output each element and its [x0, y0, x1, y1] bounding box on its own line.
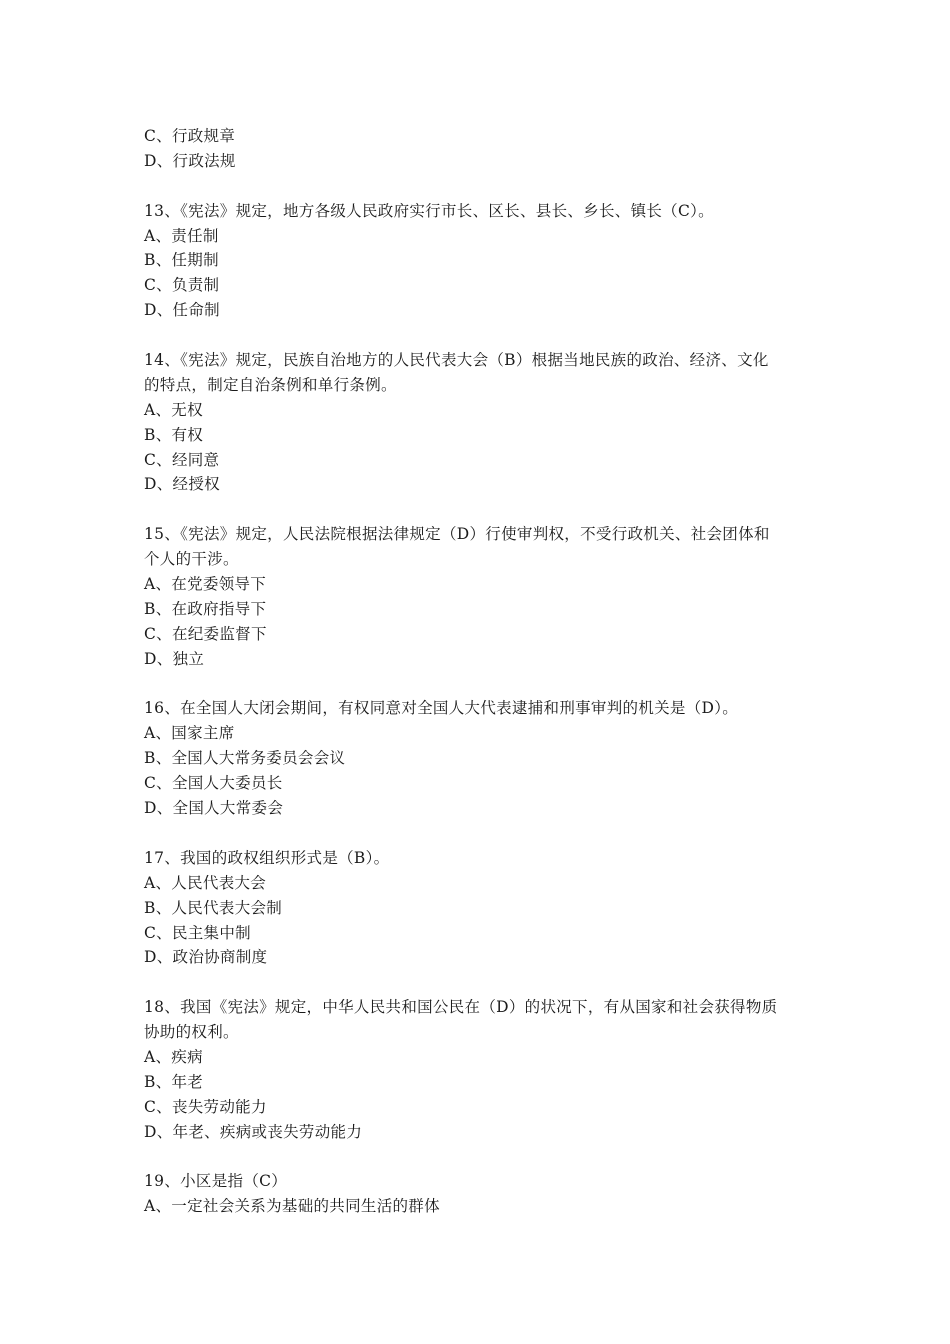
answer-option: D、行政法规	[144, 151, 236, 170]
answer-option: D、全国人大常委会	[144, 799, 284, 818]
question-block	[144, 124, 814, 174]
question-block	[144, 199, 814, 323]
question-block	[144, 522, 814, 671]
question-text: 18、我国《宪法》规定，中华人民共和国公民在（D）的状况下，有从国家和社会获得物质	[144, 998, 778, 1017]
answer-option: D、年老、疾病或丧失劳动能力	[144, 1122, 363, 1141]
answer-option: A、无权	[144, 400, 203, 419]
answer-option: D、独立	[144, 649, 205, 668]
answer-option: D、任命制	[144, 301, 220, 320]
answer-option: B、在政府指导下	[144, 599, 267, 618]
answer-option: B、人民代表大会制	[144, 898, 283, 917]
answer-option: A、在党委领导下	[144, 575, 267, 594]
answer-option: A、疾病	[144, 1047, 203, 1066]
answer-option: C、经同意	[144, 450, 220, 469]
question-text: 个人的干涉。	[144, 550, 239, 569]
answer-option: A、人民代表大会	[144, 873, 267, 892]
question-block	[144, 696, 814, 820]
answer-option: A、责任制	[144, 226, 219, 245]
answer-option: C、行政规章	[144, 127, 236, 145]
answer-option: B、任期制	[144, 251, 219, 270]
question-text: 15、《宪法》规定，人民法院根据法律规定（D）行使审判权，不受行政机关、社会团体和	[144, 525, 770, 544]
question-text: 14、《宪法》规定，民族自治地方的人民代表大会（B）根据当地民族的政治、经济、文化	[144, 351, 769, 370]
answer-option: A、国家主席	[144, 724, 235, 743]
question-text: 13、《宪法》规定，地方各级人民政府实行市长、区长、县长、乡长、镇长（C）。	[144, 201, 714, 220]
question-block	[144, 995, 814, 1144]
question-block	[144, 846, 814, 970]
question-text: 的特点，制定自治条例和单行条例。	[144, 375, 397, 394]
answer-option: A、一定社会关系为基础的共同生活的群体	[144, 1197, 440, 1216]
answer-option: B、全国人大常务委员会会议	[144, 749, 346, 768]
answer-option: C、丧失劳动能力	[144, 1097, 267, 1116]
answer-option: B、年老	[144, 1072, 204, 1091]
question-block	[144, 1169, 814, 1219]
answer-option: C、在纪委监督下	[144, 624, 267, 643]
question-text: 17、我国的政权组织形式是（B）。	[144, 848, 390, 867]
answer-option: D、政治协商制度	[144, 948, 268, 967]
question-block	[144, 348, 814, 497]
document-page	[144, 124, 814, 1219]
answer-option: C、负责制	[144, 276, 220, 295]
answer-option: C、民主集中制	[144, 923, 251, 942]
question-text: 19、小区是指（C）	[144, 1172, 288, 1191]
answer-option: C、全国人大委员长	[144, 774, 283, 793]
answer-option: B、有权	[144, 425, 204, 444]
question-text: 协助的权利。	[144, 1023, 239, 1042]
answer-option: D、经授权	[144, 475, 220, 494]
question-text: 16、在全国人大闭会期间，有权同意对全国人大代表逮捕和刑事审判的机关是（D）。	[144, 699, 739, 718]
